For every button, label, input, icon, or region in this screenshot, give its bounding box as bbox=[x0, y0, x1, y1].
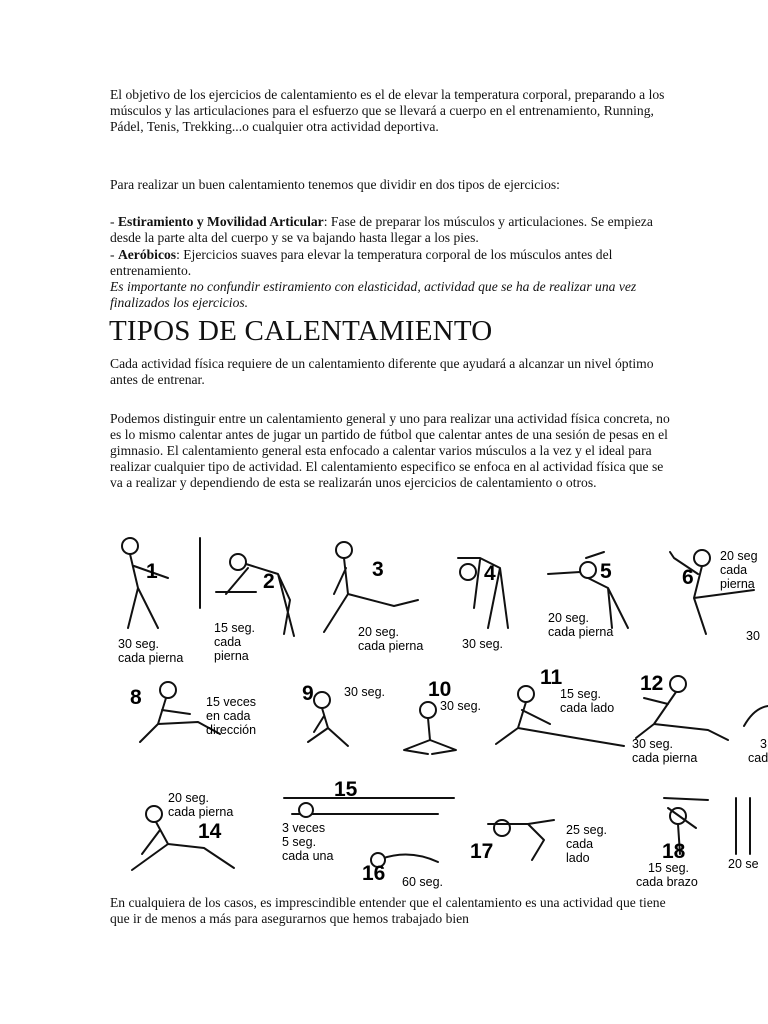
exercise-caption: cada bbox=[214, 635, 242, 649]
exercise-caption: 25 seg. bbox=[566, 823, 608, 837]
exercise-caption: 30 seg. bbox=[440, 699, 482, 713]
exercise-caption: 15 veces bbox=[206, 695, 257, 709]
exercise-number: 6 bbox=[682, 566, 694, 589]
exercise-caption: 3 veces bbox=[282, 821, 326, 835]
exercise-number: 5 bbox=[600, 560, 612, 583]
exercise-illustration bbox=[108, 528, 768, 890]
exercise-caption: 15 seg. bbox=[648, 861, 690, 875]
exercise-number: 16 bbox=[362, 862, 386, 885]
exercise-number: 9 bbox=[302, 682, 314, 705]
closing-paragraph: En cualquiera de los casos, es imprescindible entender que el calentamiento es una actividad que tiene que ir de menos a más para asegurarnos que hemos trabajado bien bbox=[110, 895, 666, 926]
exercise-6 bbox=[670, 549, 760, 643]
list-bullet: - bbox=[110, 214, 118, 229]
exercise-caption: 20 seg. bbox=[548, 611, 590, 625]
exercise-5 bbox=[548, 552, 628, 639]
list-bullet: - bbox=[110, 247, 118, 262]
section-heading: TIPOS DE CALENTAMIENTO bbox=[109, 315, 493, 347]
exercise-17 bbox=[470, 820, 607, 865]
exercise-caption: 30 seg. bbox=[118, 637, 160, 651]
exercise-caption: cada una bbox=[282, 849, 334, 863]
exercise-caption: 5 seg. bbox=[282, 835, 317, 849]
intro-subtitle: Para realizar un buen calentamiento tenemos que dividir en dos tipos de ejercicios: bbox=[110, 177, 560, 192]
exercise-caption: cada lado bbox=[560, 701, 615, 715]
list-text: : Ejercicios suaves para elevar la temperatura corporal de los músculos antes del entrenamiento. bbox=[110, 247, 613, 278]
exercise-12 bbox=[632, 672, 768, 765]
exercise-number: 18 bbox=[662, 840, 686, 863]
exercise-number: 10 bbox=[428, 678, 452, 701]
italic-note: Es importante no confundir estiramiento con elasticidad, actividad que se ha de realizar una vez finalizados los ejercicios. bbox=[110, 279, 637, 310]
exercise-number: 3 bbox=[372, 558, 384, 581]
exercise-caption: 20 seg bbox=[720, 549, 758, 563]
exercise-caption: cada pierna bbox=[548, 625, 614, 639]
exercise-caption-partial: cad bbox=[748, 751, 768, 765]
exercise-caption-partial: 20 se bbox=[728, 857, 759, 871]
exercise-number: 15 bbox=[334, 778, 358, 801]
exercise-caption: dirección bbox=[206, 723, 257, 737]
list-text: : Fase de preparar los músculos y articulaciones. Se empieza desde la parte alta del cuerpo y se va bajando hasta llegar a los pies. bbox=[110, 214, 653, 245]
exercise-caption-partial: 3 bbox=[760, 737, 767, 751]
exercise-caption: 30 seg. bbox=[632, 737, 674, 751]
exercise-caption: cada pierna bbox=[168, 805, 234, 819]
section-paragraph: Podemos distinguir entre un calentamiento general y uno para realizar una actividad física concreta, no es lo mismo calentar antes de jugar un partido de fútbol que calentar antes de una sesión de pesas en el gimnasio. El calentamiento general esta enfocado a calentar varios músculos a la vez y el ideal para realizar cualquier tipo de actividad. El calentamiento especifico se enfoca en al actividad física que se va a realizar y dependiendo de esta se realizarán unos ejercicios de calentamiento o otros. bbox=[110, 411, 670, 490]
exercise-caption: cada brazo bbox=[636, 875, 698, 889]
exercise-number: 12 bbox=[640, 672, 664, 695]
exercise-caption-partial: 30 bbox=[746, 629, 760, 643]
exercise-15-16 bbox=[282, 778, 454, 889]
exercise-caption: 20 seg. bbox=[168, 791, 210, 805]
exercise-number: 17 bbox=[470, 840, 494, 863]
exercise-2 bbox=[214, 554, 294, 663]
exercise-caption: cada pierna bbox=[118, 651, 184, 665]
exercise-caption: pierna bbox=[720, 577, 755, 591]
exercise-caption: cada pierna bbox=[358, 639, 424, 653]
exercise-caption: cada bbox=[566, 837, 594, 851]
exercise-caption: cada pierna bbox=[632, 751, 698, 765]
exercise-caption: pierna bbox=[214, 649, 249, 663]
exercise-caption: 15 seg. bbox=[560, 687, 602, 701]
exercise-9 bbox=[302, 682, 385, 746]
exercise-1 bbox=[118, 538, 200, 665]
exercise-number: 4 bbox=[484, 562, 496, 585]
exercise-3 bbox=[324, 542, 423, 653]
list-term: Estiramiento y Movilidad Articular bbox=[117, 214, 324, 229]
exercise-caption: 30 seg. bbox=[344, 685, 386, 699]
exercise-caption: en cada bbox=[206, 709, 251, 723]
exercise-10 bbox=[404, 678, 481, 754]
exercise-number: 1 bbox=[146, 560, 158, 583]
exercise-caption: 15 seg. bbox=[214, 621, 256, 635]
exercise-4 bbox=[458, 558, 508, 651]
exercise-caption: 20 seg. bbox=[358, 625, 400, 639]
list-item-stretching bbox=[110, 214, 670, 246]
list-term: Aeróbicos bbox=[117, 247, 177, 262]
exercise-14 bbox=[132, 791, 234, 870]
exercise-number: 2 bbox=[263, 570, 275, 593]
exercise-caption: cada bbox=[720, 563, 748, 577]
exercise-caption: lado bbox=[566, 851, 590, 865]
list-item-aerobic bbox=[110, 247, 670, 279]
exercise-caption: 30 seg. bbox=[462, 637, 504, 651]
exercise-number: 11 bbox=[540, 666, 563, 689]
section-paragraph: Cada actividad física requiere de un calentamiento diferente que ayudará a alcanzar un nivel óptimo antes de entrenar. bbox=[110, 356, 654, 387]
exercise-number: 8 bbox=[130, 686, 142, 709]
intro-paragraph: El objetivo de los ejercicios de calentamiento es el de elevar la temperatura corporal, preparando a los músculos y las articulaciones para el esfuerzo que se llevará a cuerpo en el entrenamiento, Running, Pádel, Tenis, Trekking...o cualquier otra actividad deportiva. bbox=[110, 87, 665, 134]
exercise-caption: 60 seg. bbox=[402, 875, 444, 889]
exercise-18 bbox=[636, 798, 759, 889]
exercise-8 bbox=[130, 682, 256, 742]
exercise-number: 14 bbox=[198, 820, 222, 843]
exercise-11 bbox=[496, 666, 624, 746]
